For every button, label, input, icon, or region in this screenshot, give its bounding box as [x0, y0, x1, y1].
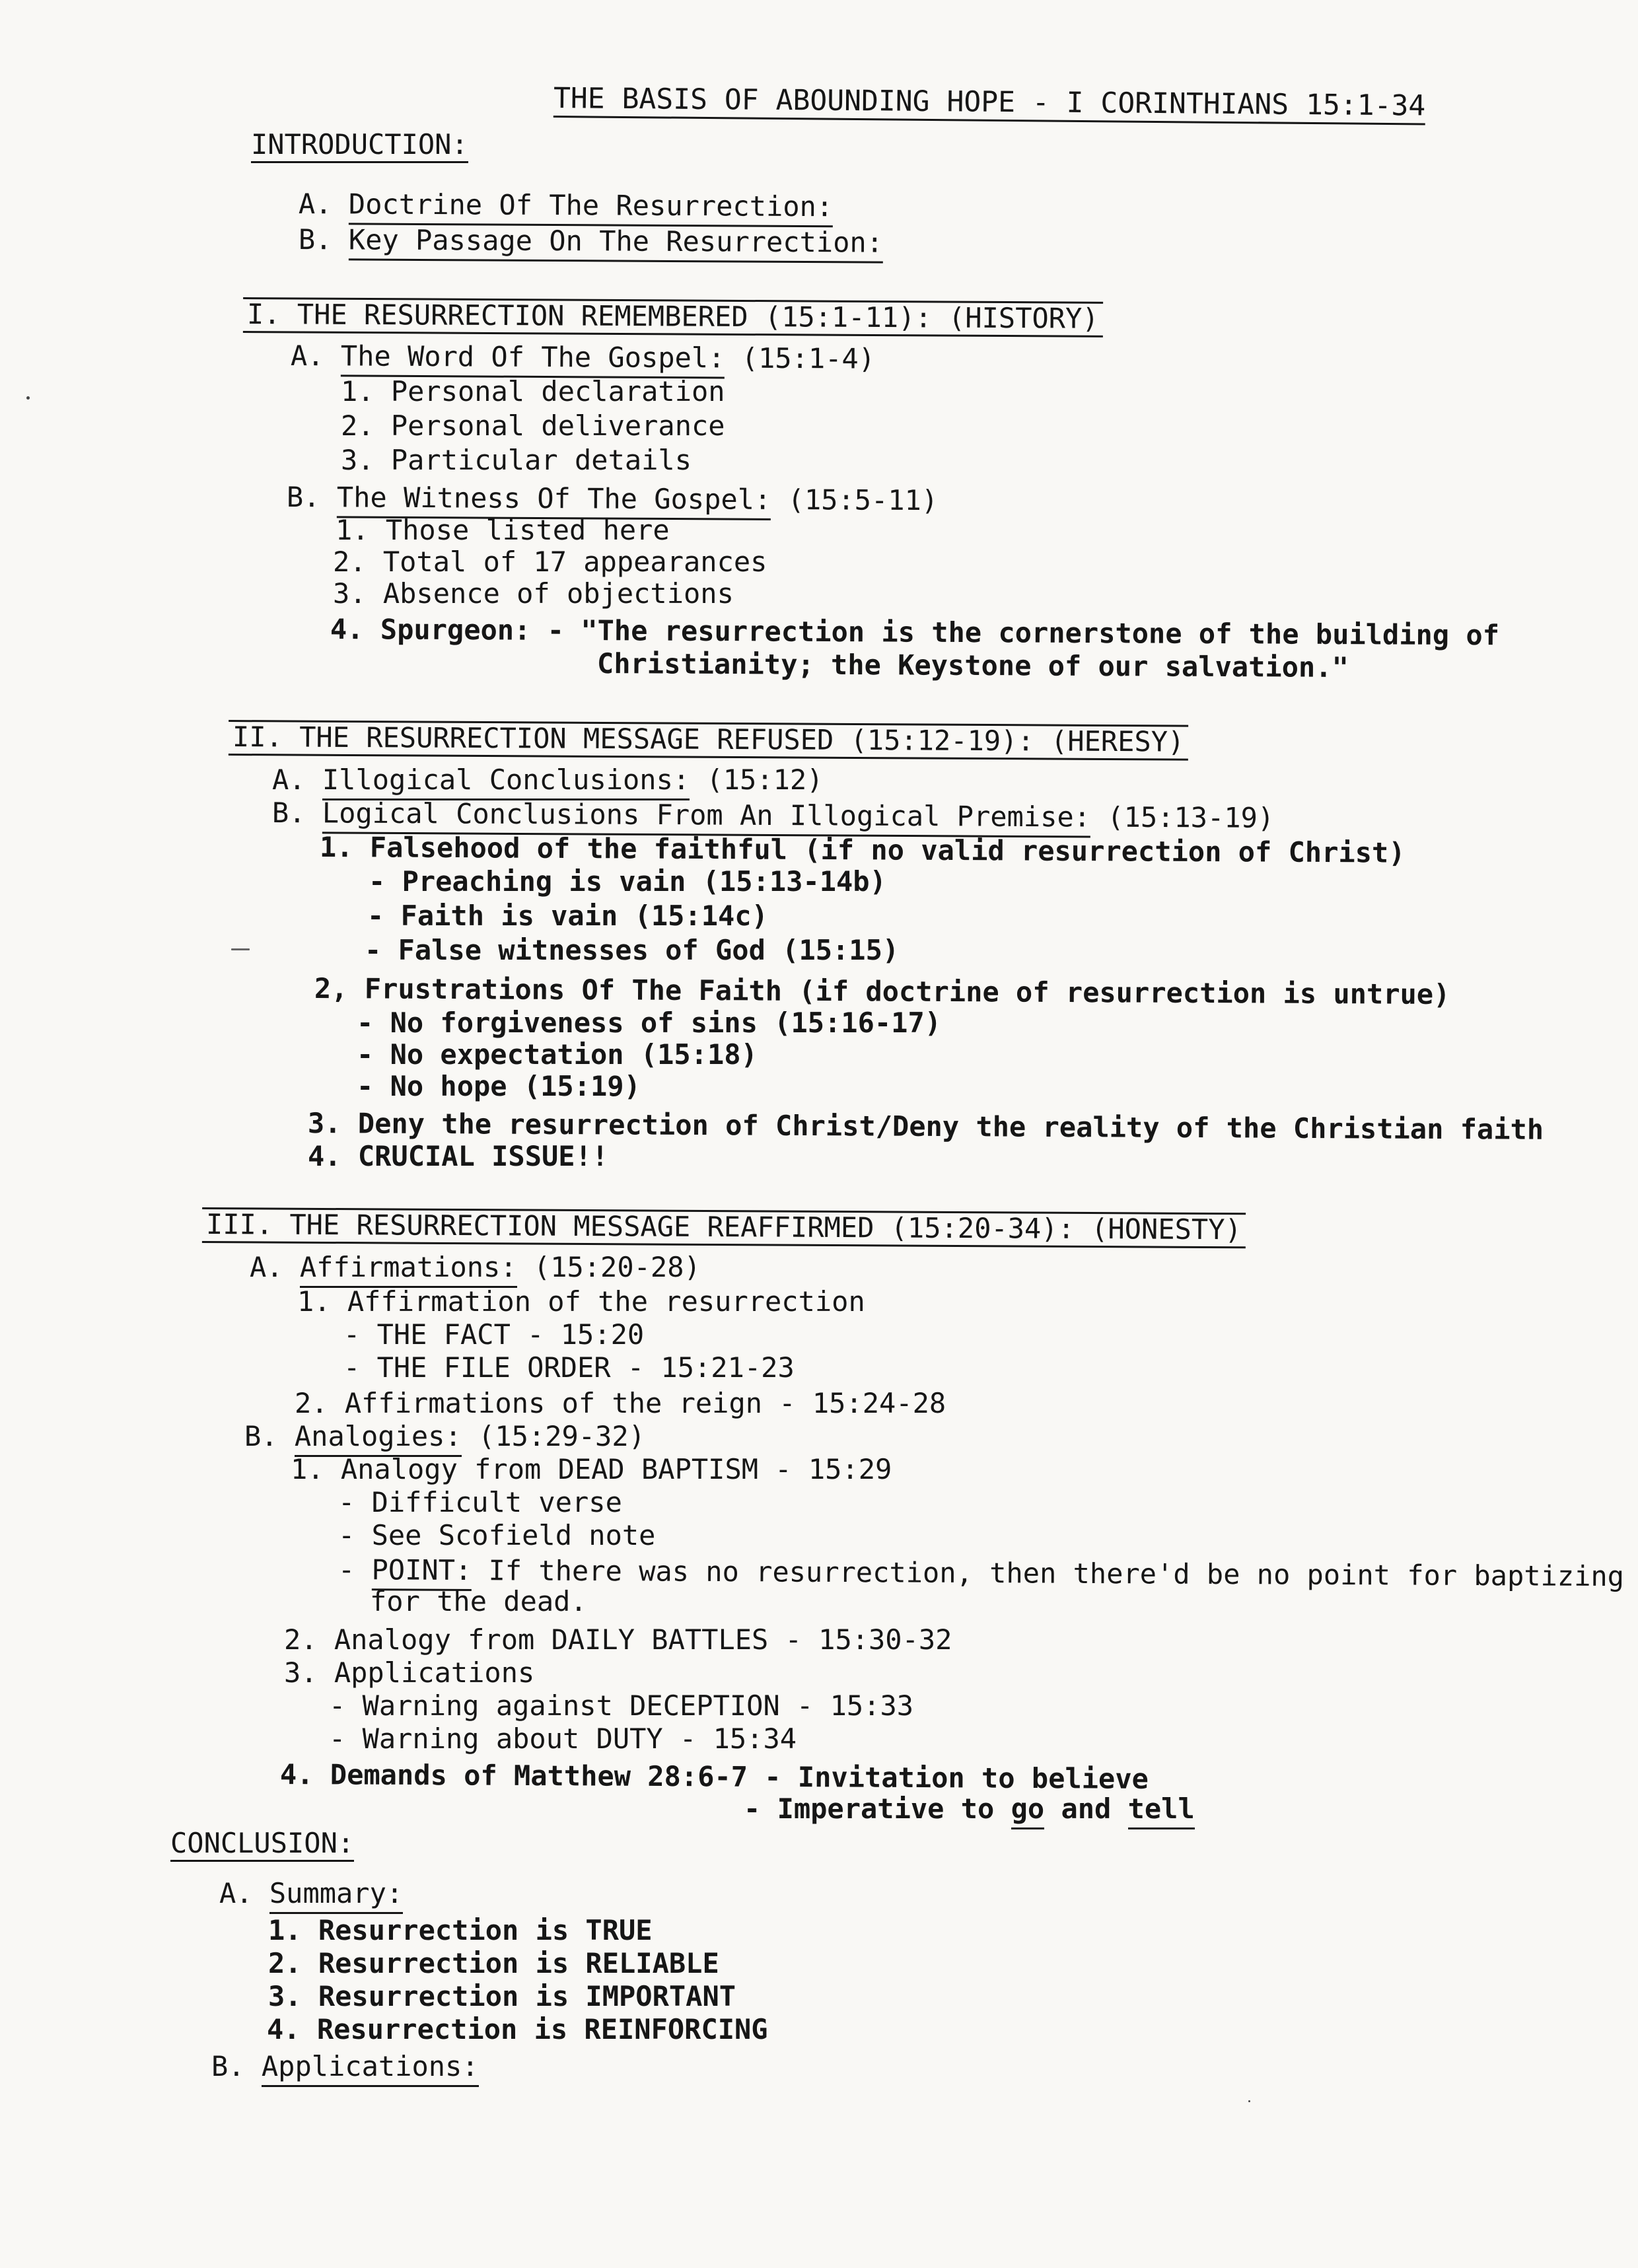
scan-dash [231, 948, 250, 950]
imperative-text: - Imperative to [744, 1792, 1011, 1825]
point-prefix: - [338, 1553, 372, 1586]
s1-a-title: The Word Of The Gospel: [341, 339, 725, 378]
s1-b-list-item: 2. Total of 17 appearances [333, 546, 767, 578]
s1-a-list-item: 1. Personal declaration [341, 375, 725, 408]
s2-sub-item: - Faith is vain (15:14c) [367, 900, 768, 932]
section-3-item-a [250, 1251, 701, 1283]
section-1-heading: I. THE RESURRECTION REMEMBERED (15:1-11): (HISTORY) [243, 297, 1103, 337]
s3-b-title: Analogies: [295, 1420, 462, 1457]
s1-b-list-item: 1. Those listed here [336, 514, 670, 546]
conc-b-marker: B. [211, 2050, 245, 2082]
section-3-item-b [244, 1420, 645, 1452]
s1-a-list-item: 2. Personal deliverance [341, 409, 725, 442]
s2-list-item-4: 4. CRUCIAL ISSUE!! [308, 1140, 609, 1172]
s3-b-list-item-3: 3. Applications [284, 1656, 535, 1689]
s2-sub-item: - No hope (15:19) [357, 1070, 641, 1102]
and-word: and [1044, 1792, 1128, 1825]
s1-a-list-item: 3. Particular details [341, 444, 692, 476]
s3-sub-item: - See Scofield note [338, 1519, 656, 1551]
intro-item-b [298, 223, 884, 259]
s3-a-list-item-2: 2. Affirmations of the reign - 15:24-28 [295, 1387, 946, 1419]
conclusion-heading: CONCLUSION: [170, 1829, 354, 1862]
s3-a-ref: (15:20-28) [533, 1251, 701, 1283]
s2-b-ref: (15:13-19) [1107, 800, 1275, 834]
spurgeon-quote-line-2: Christianity; the Keystone of our salvation." [596, 647, 1349, 684]
summary-item: 4. Resurrection is REINFORCING [267, 2013, 768, 2045]
section-2-item-b [272, 799, 1274, 832]
s3-b-marker: B. [244, 1420, 278, 1452]
s1-a-ref: (15:1-4) [741, 341, 876, 375]
s3-b-list-item-4: 4. Demands of Matthew 28:6-7 - Invitation to believe [279, 1758, 1149, 1795]
s2-sub-item: - No forgiveness of sins (15:16-17) [357, 1007, 942, 1039]
s2-b-marker: B. [271, 797, 306, 830]
conclusion-item-a [219, 1877, 404, 1909]
conc-a-marker: A. [219, 1877, 253, 1909]
s2-sub-item: - No expectation (15:18) [357, 1038, 758, 1071]
s3-sub-item: - Warning about DUTY - 15:34 [329, 1722, 797, 1755]
s2-a-ref: (15:12) [706, 763, 824, 796]
section-1-item-b [286, 481, 939, 517]
s2-list-item-3: 3. Deny the resurrection of Christ/Deny the reality of the Christian faith [307, 1107, 1544, 1146]
point-label: POINT: [371, 1553, 472, 1591]
point-text: If there was no resurrection, then there'd be no point for baptizing [472, 1554, 1625, 1593]
section-2-item-a [272, 763, 824, 796]
s3-sub-item: - Difficult verse [338, 1486, 622, 1518]
conc-b-title: Applications: [262, 2050, 479, 2087]
s1-b-title: The Witness Of The Gospel: [337, 481, 771, 520]
s3-a-title: Affirmations: [300, 1251, 517, 1288]
summary-item: 2. Resurrection is RELIABLE [268, 1947, 719, 1979]
summary-item: 1. Resurrection is TRUE [268, 1914, 653, 1946]
s2-list-item-2: 2, Frustrations Of The Faith (if doctrine of resurrection is untrue) [314, 972, 1450, 1011]
conc-a-title: Summary: [269, 1877, 403, 1914]
s2-b-title: Logical Conclusions From An Illogical Premise: [322, 797, 1090, 837]
scan-speck [26, 396, 30, 400]
s2-sub-item: - Preaching is vain (15:13-14b) [369, 865, 886, 898]
intro-a-text: Doctrine Of The Resurrection: [349, 188, 834, 227]
s2-sub-item: - False witnesses of God (15:15) [365, 934, 900, 966]
intro-b-text: Key Passage On The Resurrection: [349, 223, 883, 263]
s1-b-ref: (15:5-11) [787, 483, 939, 517]
s3-b-list-item-4-line-2 [744, 1792, 1195, 1825]
spurgeon-quote-line-1: 4. Spurgeon: - "The resurrection is the cornerstone of the building of [330, 613, 1500, 652]
s3-a-marker: A. [250, 1251, 283, 1283]
s3-sub-item: - Warning against DECEPTION - 15:33 [329, 1689, 914, 1722]
section-3-heading: III. THE RESURRECTION MESSAGE REAFFIRMED (15:20-34): (HONESTY) [202, 1207, 1246, 1248]
document-title: THE BASIS OF ABOUNDING HOPE - I CORINTHIANS 15:1-34 [553, 85, 1426, 125]
s1-b-list-item: 3. Absence of objections [333, 577, 734, 610]
s2-list-item-1: 1. Falsehood of the faithful (if no valid resurrection of Christ) [319, 831, 1406, 869]
s3-sub-item: - THE FACT - 15:20 [343, 1318, 645, 1351]
s3-b-list-item-2: 2. Analogy from DAILY BATTLES - 15:30-32 [284, 1623, 952, 1656]
intro-b-marker: B. [298, 223, 332, 256]
go-word: go [1011, 1792, 1045, 1829]
s3-b-ref: (15:29-32) [478, 1420, 645, 1452]
s3-a-list-item-1: 1. Affirmation of the resurrection [297, 1285, 865, 1318]
s2-a-title: Illogical Conclusions: [322, 763, 690, 800]
scan-speck [1248, 2100, 1250, 2102]
s2-a-marker: A. [272, 763, 306, 796]
s1-a-marker: A. [290, 339, 324, 372]
intro-item-a [299, 190, 833, 221]
section-1-item-a [290, 339, 876, 375]
conclusion-item-b [211, 2050, 479, 2082]
point-line-2: for the dead. [370, 1585, 587, 1617]
s1-b-marker: B. [286, 481, 320, 514]
tell-word: tell [1128, 1792, 1195, 1829]
s3-sub-item: - THE FILE ORDER - 15:21-23 [343, 1351, 795, 1384]
summary-item: 3. Resurrection is IMPORTANT [268, 1980, 736, 2012]
section-2-heading: II. THE RESURRECTION MESSAGE REFUSED (15:12-19): (HERESY) [229, 720, 1189, 761]
intro-a-marker: A. [298, 188, 332, 221]
introduction-heading: INTRODUCTION: [251, 131, 468, 163]
s3-b-list-item-1: 1. Analogy from DEAD BAPTISM - 15:29 [291, 1453, 892, 1485]
